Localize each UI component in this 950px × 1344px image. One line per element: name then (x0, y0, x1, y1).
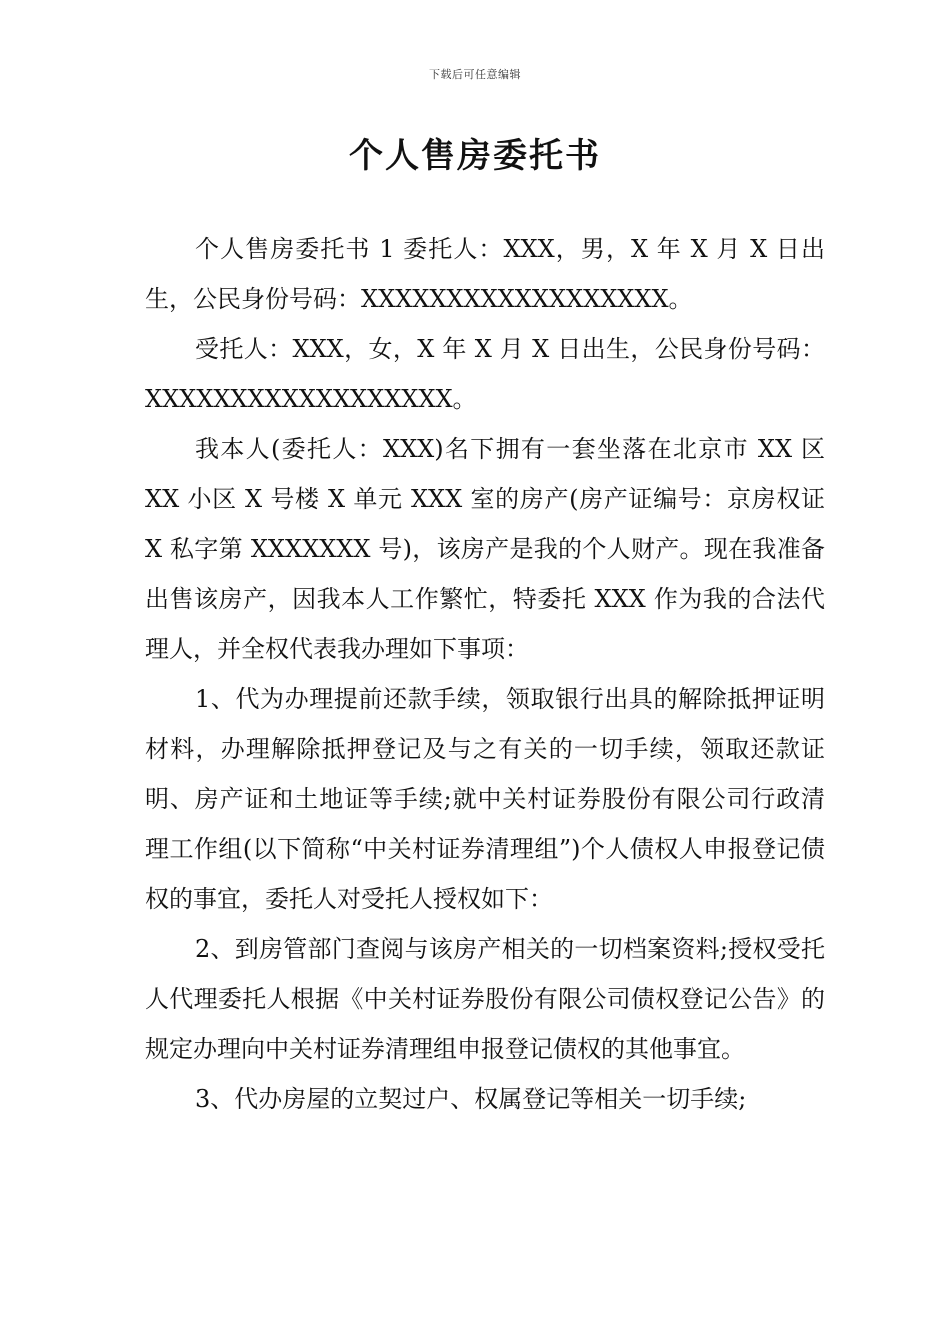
paragraph-agent: 受托人：XXX，女，X 年 X 月 X 日出生，公民身份号码：XXXXXXXXXXXXXXXXXX。 (145, 335, 825, 413)
paragraph-property: 我本人(委托人：XXX)名下拥有一套坐落在北京市 XX 区 XX 小区 X 号楼 X 单元 XXX 室的房产(房产证编号：京房权证 X 私字第 XXXXXXX 号)，该房产是我的个人财产。现在我准备出售该房产，因我本人工作繁忙，特委托 XXX 作为我的合法代理人，并全权代表我办理如下事项： (145, 435, 825, 663)
paragraph-item-2: 2、到房管部门查阅与该房产相关的一切档案资料;授权受托人代理委托人根据《中关村证券股份有限公司债权登记公告》的规定办理向中关村证券清理组申报登记债权的其他事宜。 (145, 935, 825, 1063)
paragraph-item-3: 3、代办房屋的立契过户、权属登记等相关一切手续; (195, 1085, 747, 1113)
document-body (145, 224, 825, 1124)
document-title: 个人售房委托书 (349, 136, 601, 176)
paragraph-principal: 个人售房委托书 1 委托人：XXX，男，X 年 X 月 X 日出生，公民身份号码：XXXXXXXXXXXXXXXXXX。 (145, 235, 825, 313)
paragraph-item-1: 1、代为办理提前还款手续，领取银行出具的解除抵押证明材料，办理解除抵押登记及与之有关的一切手续，领取还款证明、房产证和土地证等手续;就中关村证券股份有限公司行政清理工作组(以下简称“中关村证券清理组”)个人债权人申报登记债权的事宜，委托人对受托人授权如下： (145, 685, 825, 913)
header-note: 下载后可任意编辑 (429, 68, 521, 81)
